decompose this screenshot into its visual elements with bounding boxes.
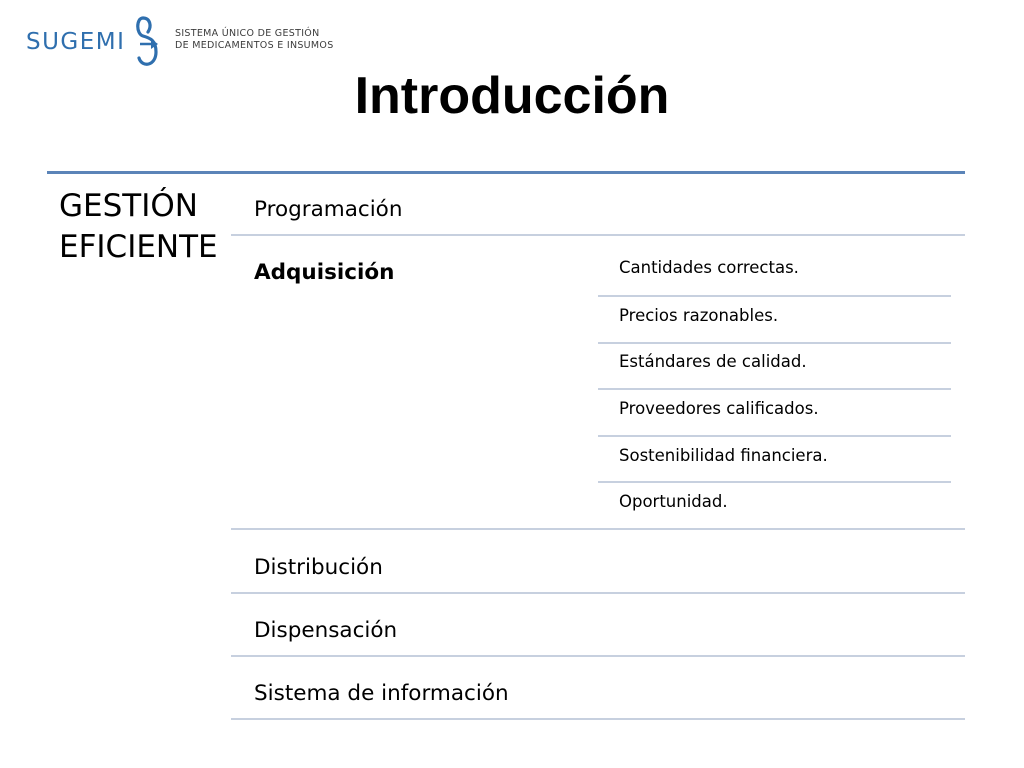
row-divider [231,718,965,720]
logo-mark-icon [132,14,164,70]
logo-wordmark: SUGEMI [26,29,126,55]
subitem-divider [598,435,951,437]
item-adquisicion: Adquisición [254,260,395,285]
top-divider [47,171,965,174]
row-divider [231,592,965,594]
slide-title: Introducción [354,67,670,125]
subitem-divider [598,295,951,297]
item-sistema-informacion: Sistema de información [254,681,509,706]
subitem-proveedores: Proveedores calificados. [619,399,819,418]
row-divider [231,528,965,530]
logo-subtitle-line1: SISTEMA ÚNICO DE GESTIÓN [175,28,320,39]
subitem-sostenibilidad: Sostenibilidad financiera. [619,446,828,465]
row-divider [231,234,965,236]
subitem-divider [598,342,951,344]
item-programacion: Programación [254,197,403,222]
subitem-divider [598,388,951,390]
subitem-divider [598,481,951,483]
main-label [59,186,218,268]
item-dispensacion: Dispensación [254,618,398,643]
logo-subtitle-line2: DE MEDICAMENTOS E INSUMOS [175,40,334,51]
subitem-cantidades: Cantidades correctas. [619,258,799,277]
subitem-estandares: Estándares de calidad. [619,352,807,371]
main-label-line1: GESTIÓN [59,188,198,224]
main-label-line2: EFICIENTE [59,229,218,265]
row-divider [231,655,965,657]
logo-subtitle [175,28,334,52]
subitem-precios: Precios razonables. [619,306,779,325]
item-distribucion: Distribución [254,555,383,580]
subitem-oportunidad: Oportunidad. [619,492,728,511]
